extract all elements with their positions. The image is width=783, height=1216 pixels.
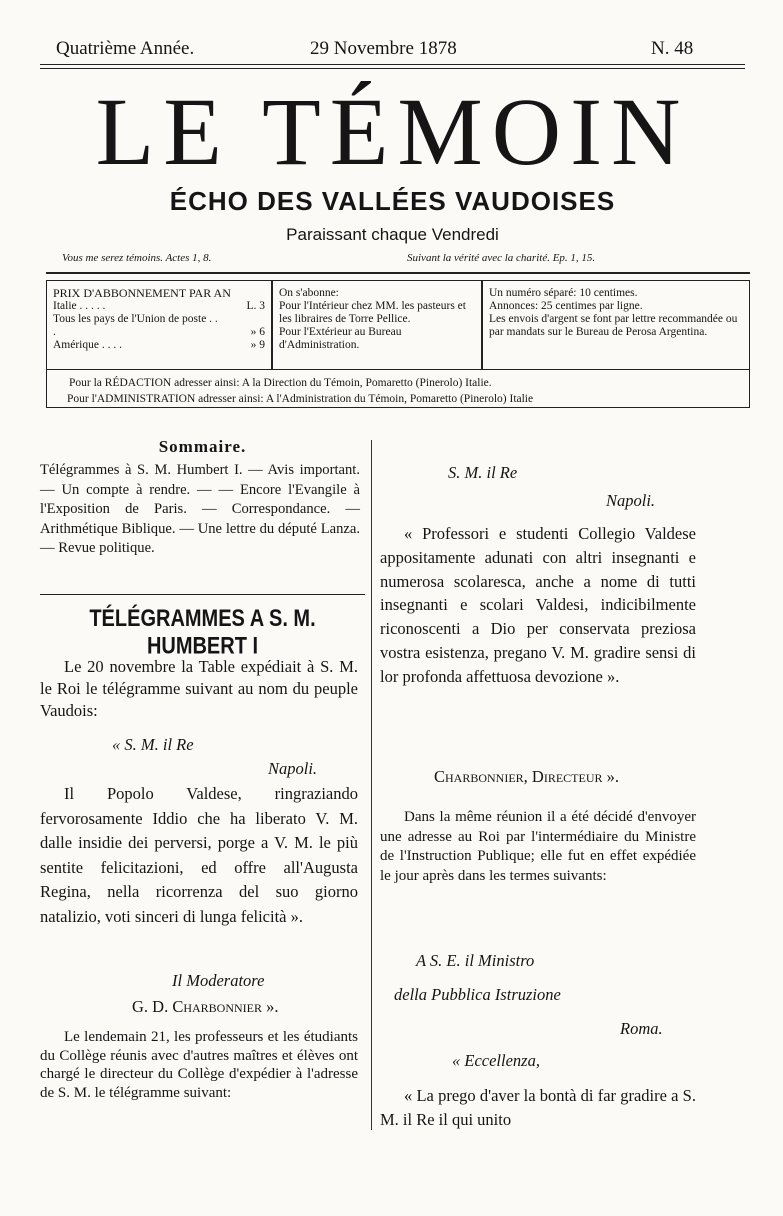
box-hrule [47, 369, 749, 370]
address-redaction: Pour la RÉDACTION adresser ainsi: A la Direction du Témoin, Pomaretto (Pinerolo) Italie. [69, 377, 492, 389]
volume-label: Quatrième Année. [56, 38, 195, 59]
motto-left: Vous me serez témoins. Actes 1, 8. [62, 252, 212, 264]
box-divider-2 [481, 281, 483, 369]
signer-name: G. D. Charbonnier ». [132, 997, 279, 1016]
right-telegram-body: « Professori e studenti Collegio Valdese appositamente adunati con altri insegnanti e numerosa scolaresca, anche a nome di tutti insegnanti e scolari Valdesi, indicibilmente riconoscenti a Dio per conservata preziosa vostra esistenza, pregano V. M. gradire sensi di lor profonda affettuosa devozione ». [380, 524, 696, 686]
letter-start: « La prego d'aver la bontà di far gradire a S. M. il Re il qui unito [380, 1086, 696, 1129]
price-row-italy: Italie . . . . . L. 3 [53, 300, 265, 312]
ministry-line-2: della Pubblica Istruzione [394, 985, 561, 1004]
ministry-line-1: A S. E. il Ministro [416, 951, 535, 970]
issue-date: 29 Novembre 1878 [310, 38, 457, 59]
article-followup: Le lendemain 21, les professeurs et les étudiants du Collège réunis avec d'autres maîtres et élèves ont chargé le directeur du Collège d'expédier à l'adresse de S. M. le télégramme suivant: [40, 1029, 358, 1101]
meeting-paragraph: Dans la même réunion il a été décidé d'envoyer une adresse au Roi par l'intermédiaire du Ministre de l'Instruction Publique; elle fut en effet expédiée le jour après dans les termes suivants: [380, 809, 696, 884]
issue-number: N. 48 [651, 38, 694, 59]
sommaire-text: Télégrammes à S. M. Humbert I. — Avis important. — Un compte à rendre. — — Encore l'Evangile à l'Exposition de Paris. — Correspondance. — Arithmétique Biblique. — Une lettre du député Lanza. — Revue politique. [40, 462, 360, 556]
ministry-place: Roma. [620, 1019, 663, 1038]
salutation: « Eccellenza, [452, 1051, 540, 1070]
box-divider-1 [271, 281, 273, 369]
address-administration: Pour l'ADMINISTRATION adresser ainsi: A l'Administration du Témoin, Pomaretto (Pinerolo) Italie [67, 393, 534, 405]
masthead-title: LE TÉMOIN [95, 78, 690, 185]
column-divider [371, 440, 372, 1130]
masthead-tagline: Paraissant chaque Vendredi [286, 225, 499, 244]
price-title: PRIX D'ABBONNEMENT PAR AN [53, 286, 231, 300]
sommaire-rule [40, 594, 365, 595]
subscribe-column: On s'abonne: Pour l'Intérieur chez MM. les pasteurs et les libraires de Torre Pellice. Pour l'Extérieur au Bureau d'Administration. [279, 287, 466, 351]
masthead-subtitle: ÉCHO DES VALLÉES VAUDOISES [169, 186, 616, 216]
top-rule [40, 64, 745, 65]
top-rule-2 [40, 68, 745, 69]
motto-right: Suivant la vérité avec la charité. Ep. 1, 15. [407, 252, 596, 264]
right-place: Napoli. [606, 491, 656, 510]
telegram-body: Il Popolo Valdese, ringraziando fervorosamente Iddio che ha liberato V. M. dalle insidie dei perversi, porge a V. M. le più sentite felicitazioni, ed offre all'Augusta Regina, nella ricorrenza del suo giorno natalizio, voti sinceri di lunga felicità ». [40, 784, 358, 926]
subscription-box [46, 280, 750, 408]
price-column [53, 287, 265, 352]
masthead-rule [46, 272, 750, 274]
article-heading: TÉLÉGRAMMES A S. M. HUMBERT I [89, 605, 316, 660]
telegram-place: Napoli. [268, 759, 318, 778]
telegram-addressee: « S. M. il Re [112, 735, 194, 754]
signer-title: Il Moderatore [172, 971, 265, 990]
rates-column: Un numéro séparé: 10 centimes. Annonces: 25 centimes par ligne. Les envois d'argent se font par lettre recommandée ou par mandats sur le Bureau de Perosa Argentina. [489, 287, 738, 338]
right-signer: Charbonnier, Directeur ». [434, 767, 620, 786]
sommaire-title: Sommaire. [158, 437, 247, 456]
mottos [62, 252, 682, 270]
right-addressee: S. M. il Re [448, 463, 518, 482]
price-row-union: Tous les pays de l'Union de poste . . . » 6 [53, 313, 265, 338]
article-intro: Le 20 novembre la Table expédiait à S. M. le Roi le télégramme suivant au nom du peuple Vaudois: [40, 657, 358, 720]
dateline [40, 38, 745, 64]
price-row-america: Amérique . . . . » 9 [53, 339, 265, 351]
